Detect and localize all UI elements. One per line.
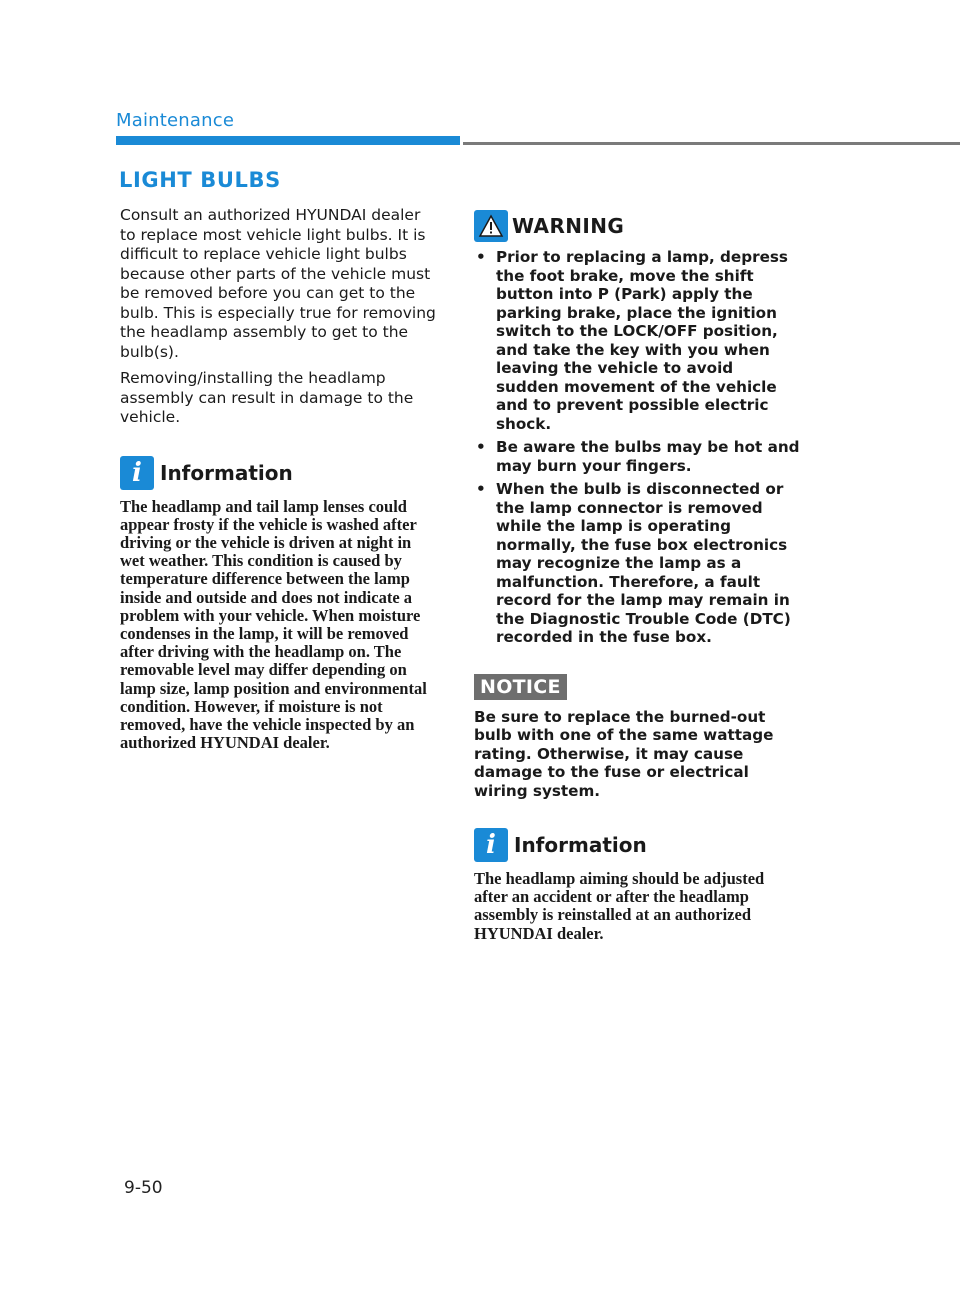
warning-list [474, 248, 800, 647]
warning-item [474, 248, 800, 433]
info-title: Information [160, 460, 293, 485]
info-icon: i [474, 828, 508, 862]
page-title: LIGHT BULBS [119, 168, 281, 192]
info-title: Information [514, 833, 647, 857]
body-paragraph-2: Removing/installing the headlamp assembly can result in damage to the vehicle. [120, 369, 414, 426]
notice-badge: NOTICE [474, 674, 567, 700]
warning-item [474, 438, 800, 475]
section-header: Maintenance [116, 110, 235, 131]
right-column [474, 210, 800, 943]
info-header-left [120, 456, 440, 490]
warning-item [474, 480, 800, 647]
info-icon: i [120, 456, 154, 490]
notice-text: Be sure to replace the burned-out bulb with one of the same wattage rating. Otherwise, it may cause damage to the fuse or electrical wiring system. [474, 707, 774, 800]
left-column [120, 206, 440, 752]
warning-item-text: When the bulb is disconnected or the lamp connector is removed while the lamp is operating normally, the fuse box electronics may recognize the lamp as a malfunction. Therefore, a fault record for the lamp may remain in the Diagnostic Trouble Code (DTC) recorded in the fuse box. [496, 480, 791, 646]
warning-header [474, 210, 800, 242]
bullet: • [476, 248, 486, 266]
warning-triangle-icon [474, 210, 508, 242]
info-text-left: The headlamp and tail lamp lenses could appear frosty if the vehicle is washed after driving or the vehicle is driven at night in wet weather. This condition is caused by temperature difference between the lamp inside and outside and does not indicate a problem with your vehicle. When moisture condenses in the lamp, it will be removed after driving with the headlamp on. The removable level may differ depending on lamp size, lamp position and environmental condition. However, if moisture is not removed, have the vehicle inspected by an authorized HYUNDAI dealer. [120, 496, 427, 753]
page-number: 9-50 [124, 1178, 163, 1198]
warning-item-text: Prior to replacing a lamp, depress the foot brake, move the shift button into P (Park) apply the parking brake, place the ignition switch to the LOCK/OFF position, and take the key with you when leaving the vehicle to avoid sudden movement of the vehicle and to prevent possible electric shock. [496, 248, 788, 433]
warning-title: WARNING [512, 214, 625, 238]
info-text-right: The headlamp aiming should be adjusted after an accident or after the headlamp assembly is reinstalled at an authorized HYUNDAI dealer. [474, 869, 765, 943]
info-header-right [474, 828, 800, 862]
warning-item-text: Be aware the bulbs may be hot and may burn your fingers. [496, 438, 800, 475]
header-rule-accent [116, 136, 460, 145]
body-paragraph-1: Consult an authorized HYUNDAI dealer to replace most vehicle light bulbs. It is difficult to replace vehicle light bulbs because other parts of the vehicle must be removed before you can get to the bulb. This is especially true for removing the headlamp assembly to get to the bulb(s). [120, 206, 436, 361]
header-rule-gray [463, 142, 960, 145]
bullet: • [476, 438, 486, 456]
bullet: • [476, 480, 486, 498]
